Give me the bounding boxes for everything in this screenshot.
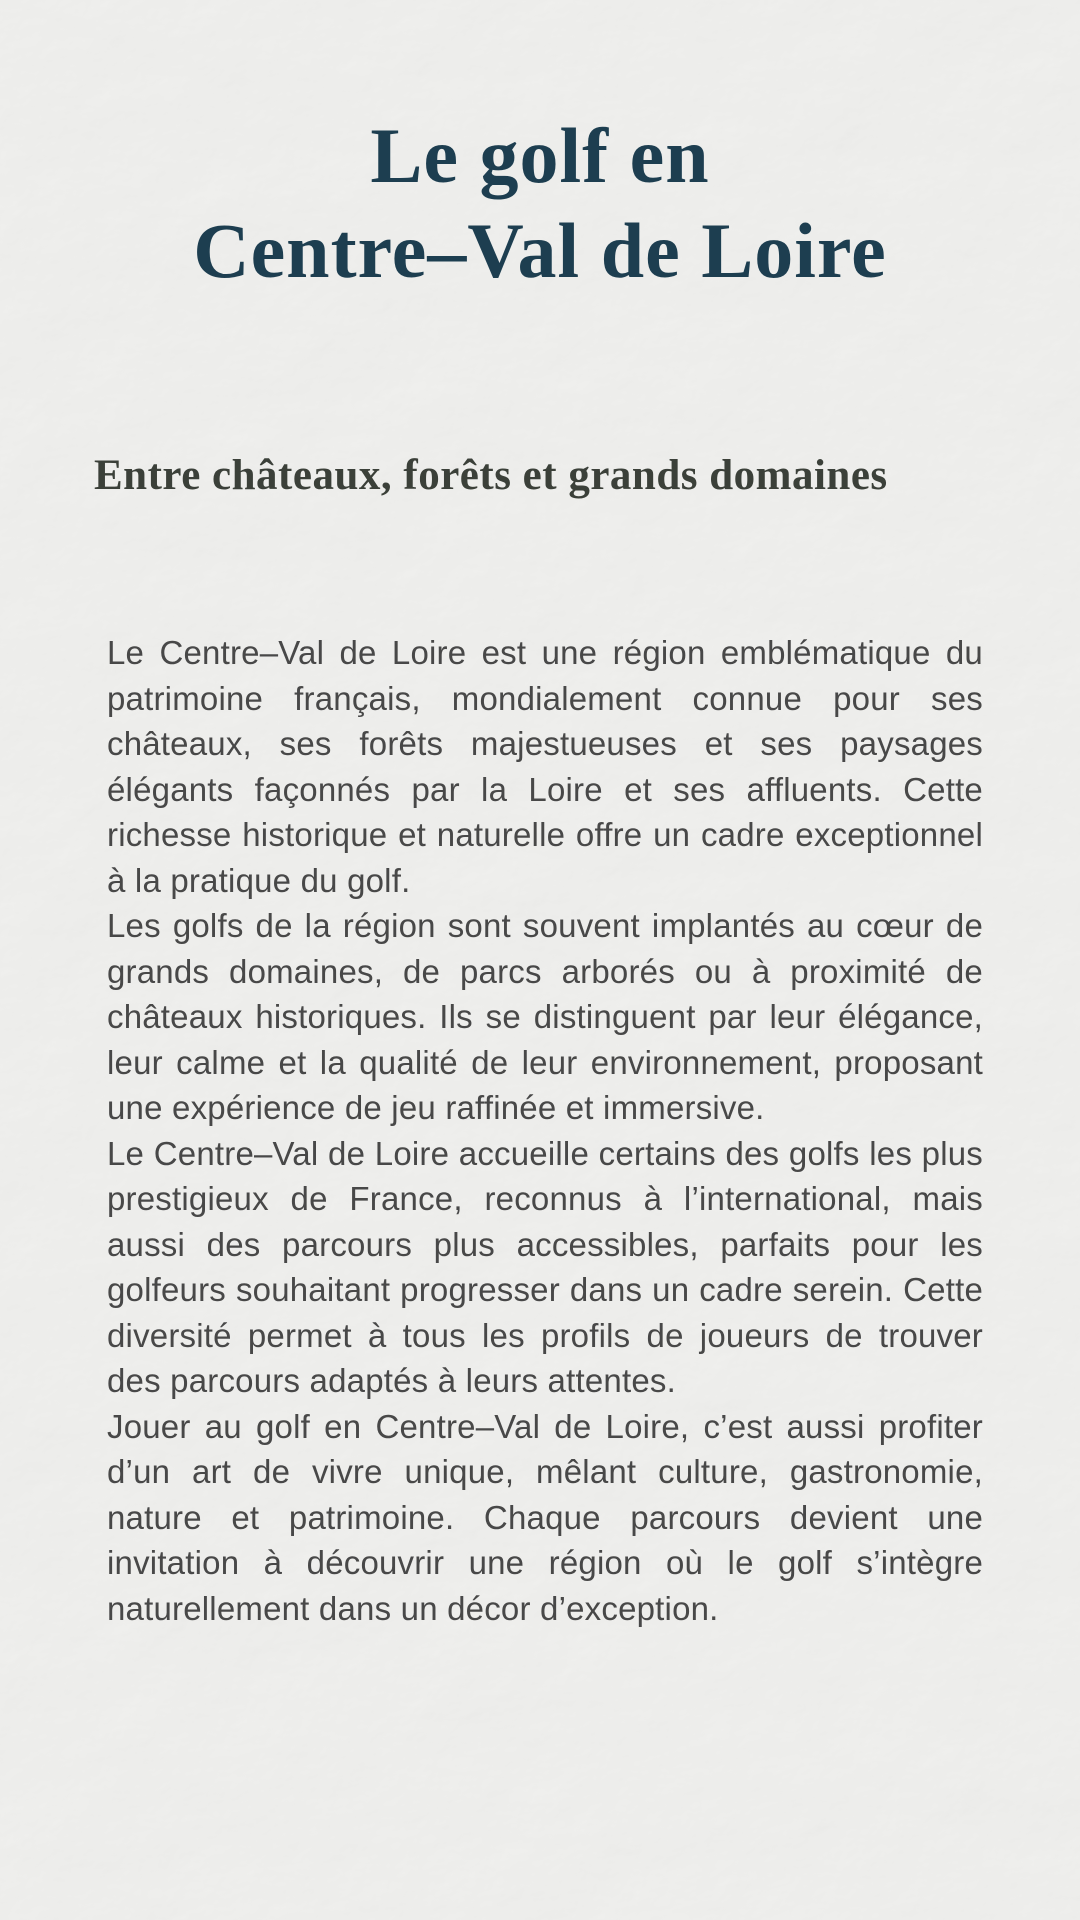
page-title-line1: Le golf en bbox=[370, 112, 710, 199]
paragraph-intro: Le Centre–Val de Loire est une région emblématique du patrimoine français, mondialement connue pour ses châteaux, ses forêts majestueuses et ses paysages élégants façonnés par la Loire et ses affluents. Cette richesse historique et naturelle offre un cadre exceptionnel à la pratique du golf. bbox=[107, 634, 983, 899]
section-subtitle: Entre châteaux, forêts et grands domaines bbox=[94, 452, 888, 499]
paragraph-prestige: Le Centre–Val de Loire accueille certains des golfs les plus prestigieux de France, reconnus à l’international, mais aussi des parcours plus accessibles, parfaits pour les golfeurs souhaitant progresser dans un cadre serein. Cette diversité permet à tous les profils de joueurs de trouver des parcours adaptés à leurs attentes. bbox=[107, 1134, 983, 1399]
page-title-line2: Centre–Val de Loire bbox=[193, 207, 887, 294]
paragraph-art-de-vivre: Jouer au golf en Centre–Val de Loire, c’est aussi profiter d’un art de vivre unique, mêlant culture, gastronomie, nature et patrimoine. Chaque parcours devient une invitation à découvrir une région où le golf s’intègre naturellement dans un décor d’exception. bbox=[107, 1407, 983, 1627]
paragraph-domaines: Les golfs de la région sont souvent implantés au cœur de grands domaines, de parcs arborés ou à proximité de châteaux historiques. Ils se distinguent par leur élégance, leur calme et la qualité de leur environnement, proposant une expérience de jeu raffinée et immersive. bbox=[107, 907, 983, 1126]
article-body bbox=[107, 630, 983, 1631]
page-title bbox=[0, 0, 1080, 298]
